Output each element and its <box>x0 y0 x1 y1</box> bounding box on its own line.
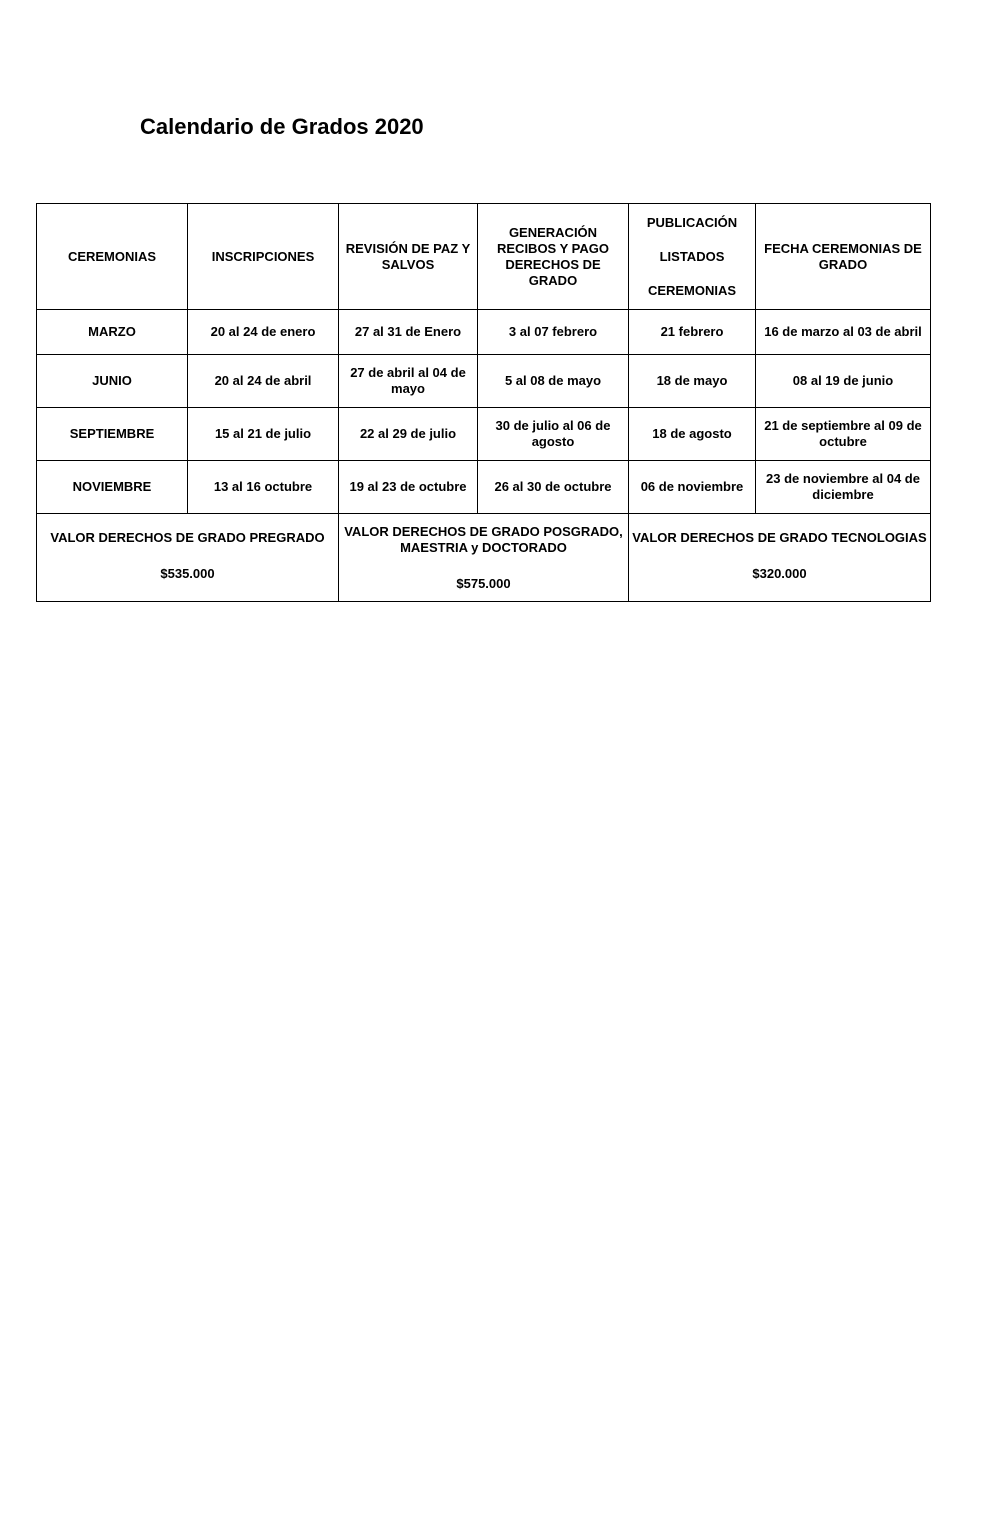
cell-publicacion: 06 de noviembre <box>629 461 756 514</box>
header-ceremonias: CEREMONIAS <box>37 204 188 310</box>
cell-inscripciones: 20 al 24 de abril <box>188 355 339 408</box>
header-inscripciones: INSCRIPCIONES <box>188 204 339 310</box>
header-revision: REVISIÓN DE PAZ Y SALVOS <box>339 204 478 310</box>
cell-revision: 27 de abril al 04 de mayo <box>339 355 478 408</box>
cell-publicacion: 18 de mayo <box>629 355 756 408</box>
cell-ceremonia: NOVIEMBRE <box>37 461 188 514</box>
valores-row <box>37 514 931 602</box>
table-row <box>37 461 931 514</box>
cell-publicacion: 18 de agosto <box>629 408 756 461</box>
cell-fecha: 16 de marzo al 03 de abril <box>756 310 931 355</box>
cell-generacion: 3 al 07 febrero <box>478 310 629 355</box>
header-generacion: GENERACIÓN RECIBOS Y PAGO DERECHOS DE GRADO <box>478 204 629 310</box>
valor-label: VALOR DERECHOS DE GRADO POSGRADO, MAESTRIA y DOCTORADO <box>344 524 623 555</box>
cell-inscripciones: 15 al 21 de julio <box>188 408 339 461</box>
valor-label: VALOR DERECHOS DE GRADO TECNOLOGIAS <box>632 530 927 545</box>
cell-ceremonia: SEPTIEMBRE <box>37 408 188 461</box>
header-publicacion <box>629 204 756 310</box>
cell-revision: 22 al 29 de julio <box>339 408 478 461</box>
valor-amount: $320.000 <box>752 566 807 581</box>
header-publicacion-line: PUBLICACIÓN <box>646 214 738 230</box>
table-row <box>37 355 931 408</box>
cell-generacion: 30 de julio al 06 de agosto <box>478 408 629 461</box>
header-row <box>37 204 931 310</box>
cell-ceremonia: JUNIO <box>37 355 188 408</box>
cell-ceremonia: MARZO <box>37 310 188 355</box>
cell-fecha: 23 de noviembre al 04 de diciembre <box>756 461 931 514</box>
page-title: Calendario de Grados 2020 <box>140 114 424 139</box>
cell-generacion: 5 al 08 de mayo <box>478 355 629 408</box>
table-row <box>37 408 931 461</box>
valor-pregrado <box>37 514 339 602</box>
header-publicacion-line: CEREMONIAS <box>647 282 737 298</box>
table-row <box>37 310 931 355</box>
valor-label: VALOR DERECHOS DE GRADO PREGRADO <box>50 530 325 545</box>
graduation-calendar-table <box>36 203 931 602</box>
valor-amount: $535.000 <box>160 566 215 581</box>
cell-revision: 19 al 23 de octubre <box>339 461 478 514</box>
valor-posgrado <box>339 514 629 602</box>
cell-publicacion: 21 febrero <box>629 310 756 355</box>
header-publicacion-line: LISTADOS <box>659 248 725 264</box>
valor-amount: $575.000 <box>456 576 511 591</box>
header-fecha: FECHA CEREMONIAS DE GRADO <box>756 204 931 310</box>
cell-inscripciones: 20 al 24 de enero <box>188 310 339 355</box>
cell-fecha: 08 al 19 de junio <box>756 355 931 408</box>
valor-tecnologias <box>629 514 931 602</box>
cell-inscripciones: 13 al 16 octubre <box>188 461 339 514</box>
cell-revision: 27 al 31 de Enero <box>339 310 478 355</box>
cell-generacion: 26 al 30 de octubre <box>478 461 629 514</box>
cell-fecha: 21 de septiembre al 09 de octubre <box>756 408 931 461</box>
